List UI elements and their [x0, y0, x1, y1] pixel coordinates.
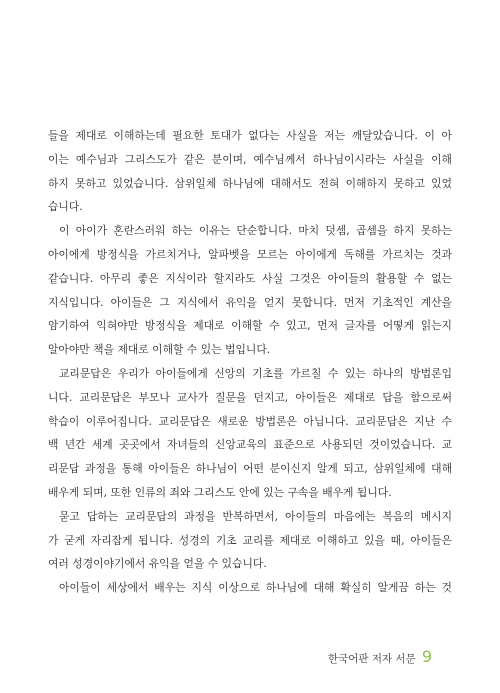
paragraph-4 — [48, 505, 452, 576]
text-line: 리문답 과정을 통해 아이들은 하나님이 어떤 분이신지 알게 되고, 삼위일체에 대해 — [48, 462, 452, 476]
text-line: 묻고 답하는 교리문답의 과정을 반복하면서, 아이들의 마음에는 복음의 메시지 — [59, 509, 452, 523]
text-line: 하지 못하고 있었습니다. 삼위일체 하나님에 대해서도 전혀 이해하지 못하고 있었 — [48, 176, 452, 190]
text-line: 학습이 이루어집니다. 교리문답은 새로운 방법론은 아닙니다. 교리문답은 지난 수 — [48, 414, 452, 428]
text-line: 이는 예수님과 그리스도가 같은 분이며, 예수님께서 하나님이시라는 사실을 이해 — [48, 152, 452, 166]
page-number: 9 — [421, 647, 432, 666]
paragraph-3 — [48, 362, 452, 505]
text-line: 습니다. — [48, 200, 83, 214]
text-line: 니다. 교리문답은 부모나 교사가 질문을 던지고, 아이들은 제대로 답을 함으로써 — [48, 390, 452, 404]
text-line: 들을 제대로 이해하는데 필요한 토대가 없다는 사실을 저는 깨달았습니다. 이 아 — [48, 129, 452, 142]
text-line: 아이에게 방정식을 가르치거나, 알파벳을 모르는 아이에게 독해를 가르치는 것과 — [48, 247, 452, 261]
page-footer — [328, 647, 432, 666]
text-line: 가 굳게 자리잡게 됩니다. 성경의 기초 교리를 제대로 이해하고 있을 때, 아이들은 — [48, 533, 452, 547]
text-line: 암기하여 익혀야만 방정식을 제대로 이해할 수 있고, 먼저 글자를 어떻게 읽는지 — [48, 319, 452, 333]
running-footer-label: 한국어판 저자 서문 — [327, 653, 416, 665]
paragraph-5 — [48, 576, 452, 600]
text-line: 같습니다. 아무리 좋은 지식이라 할지라도 사실 그것은 아이들의 활용할 수 없는 — [48, 271, 452, 285]
body-text — [48, 124, 452, 600]
paragraph-2 — [48, 219, 452, 362]
text-line: 교리문답은 우리가 아이들에게 신앙의 기초를 가르칠 수 있는 하나의 방법론입 — [59, 366, 452, 380]
paragraph-1 — [48, 124, 452, 219]
text-line: 여러 성경이야기에서 유익을 얻을 수 있습니다. — [48, 557, 267, 571]
text-line: 지식입니다. 아이들은 그 지식에서 유익을 얻지 못합니다. 먼저 기초적인 계산을 — [48, 295, 452, 309]
text-line: 알아야만 책을 제대로 이해할 수 있는 법입니다. — [48, 343, 271, 357]
text-line: 배우게 되며, 또한 인류의 죄와 그리스도 안에 있는 구속을 배우게 됩니다. — [48, 485, 392, 499]
text-line: 이 아이가 혼란스러워 하는 이유는 단순합니다. 마치 덧셈, 곱셈을 하지 못하는 — [59, 224, 452, 238]
text-line: 백 년간 세계 곳곳에서 자녀들의 신앙교육의 표준으로 사용되던 것이었습니다. 교 — [48, 438, 452, 452]
text-line: 아이들이 세상에서 배우는 지식 이상으로 하나님에 대해 확실히 알게끔 하는 것 — [59, 581, 452, 595]
